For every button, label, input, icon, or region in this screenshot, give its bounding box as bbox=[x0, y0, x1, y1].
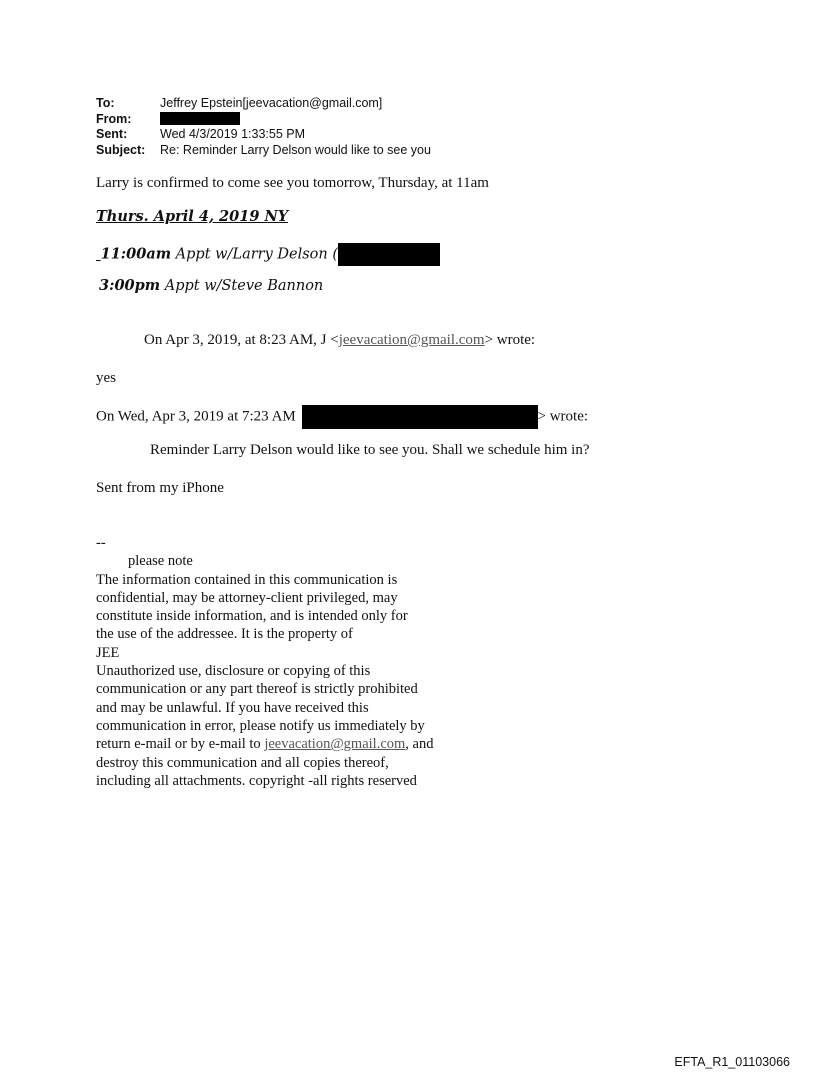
sent-label: Sent: bbox=[96, 127, 128, 141]
return-suffix: , and bbox=[405, 736, 434, 753]
disclaimer-line: the use of the addressee. It is the property of bbox=[96, 626, 353, 643]
redaction-box bbox=[338, 243, 440, 266]
sent-value: Wed 4/3/2019 1:33:55 PM bbox=[160, 127, 306, 141]
reminder-text: Reminder Larry Delson would like to see you. Shall we schedule him in? bbox=[150, 442, 590, 458]
reply-yes: yes bbox=[96, 370, 116, 386]
redaction-box bbox=[302, 405, 538, 429]
quote1-suffix: > wrote: bbox=[484, 332, 536, 348]
to-row bbox=[96, 96, 431, 112]
confirmation-text: Larry is confirmed to come see you tomorrow, Thursday, at 11am bbox=[96, 175, 489, 191]
return-prefix: return e-mail or by e-mail to bbox=[96, 736, 265, 753]
document-id: EFTA_R1_01103066 bbox=[674, 1055, 790, 1069]
appt-row-2 bbox=[99, 277, 323, 294]
email-link[interactable]: jeevacation@gmail.com bbox=[338, 332, 485, 348]
from-label: From: bbox=[96, 111, 132, 126]
subject-label: Subject: bbox=[96, 142, 146, 157]
disclaimer-line: Unauthorized use, disclosure or copying of this bbox=[96, 663, 371, 680]
disclaimer-line: and may be unlawful. If you have received this bbox=[96, 699, 369, 716]
subject-row bbox=[96, 143, 431, 159]
quote2-prefix: On Wed, Apr 3, 2019 at 7:23 AM bbox=[96, 408, 296, 425]
disclaimer-line: communication in error, please notify us immediately by bbox=[96, 717, 425, 734]
quoted-header-1 bbox=[144, 331, 535, 349]
email-link[interactable]: jeevacation@gmail.com bbox=[264, 736, 406, 753]
disclaimer-line: JEE bbox=[96, 644, 120, 661]
disclaimer-line: constitute inside information, and is intended only for bbox=[96, 608, 408, 625]
signature-dashes: -- bbox=[96, 535, 106, 551]
disclaimer-block bbox=[96, 534, 476, 790]
disclaimer-line: The information contained in this communication is bbox=[96, 571, 398, 588]
appt2-text: Appt w/Steve Bannon bbox=[164, 278, 324, 294]
disclaimer-line: including all attachments. copyright -all rights reserved bbox=[96, 772, 417, 789]
sent-row bbox=[96, 127, 431, 143]
to-value: Jeffrey Epstein[jeevacation@gmail.com] bbox=[160, 96, 383, 110]
email-header bbox=[96, 96, 431, 158]
schedule-date: Thurs. April 4, 2019 NY bbox=[96, 208, 289, 225]
from-row bbox=[96, 112, 431, 128]
redaction-box bbox=[160, 112, 240, 125]
appt2-time: 3:00pm bbox=[99, 277, 161, 294]
disclaimer-return-line bbox=[96, 735, 476, 753]
subject-value: Re: Reminder Larry Delson would like to see you bbox=[160, 142, 431, 157]
disclaimer-line: communication or any part thereof is strictly prohibited bbox=[96, 681, 418, 698]
appt1-time: 11:00am bbox=[100, 245, 172, 263]
quoted-header-2 bbox=[96, 405, 588, 429]
to-label: To: bbox=[96, 96, 115, 110]
quote2-suffix: > wrote: bbox=[537, 408, 589, 425]
disclaimer-line: destroy this communication and all copies thereof, bbox=[96, 754, 389, 771]
disclaimer-line: confidential, may be attorney-client privileged, may bbox=[96, 589, 398, 606]
appt-row-1 bbox=[96, 243, 440, 266]
please-note: please note bbox=[128, 553, 193, 570]
appt1-text: Appt w/Larry Delson ( bbox=[175, 246, 338, 263]
quote1-prefix: On Apr 3, 2019, at 8:23 AM, J < bbox=[144, 332, 339, 348]
signature-text: Sent from my iPhone bbox=[96, 480, 224, 496]
